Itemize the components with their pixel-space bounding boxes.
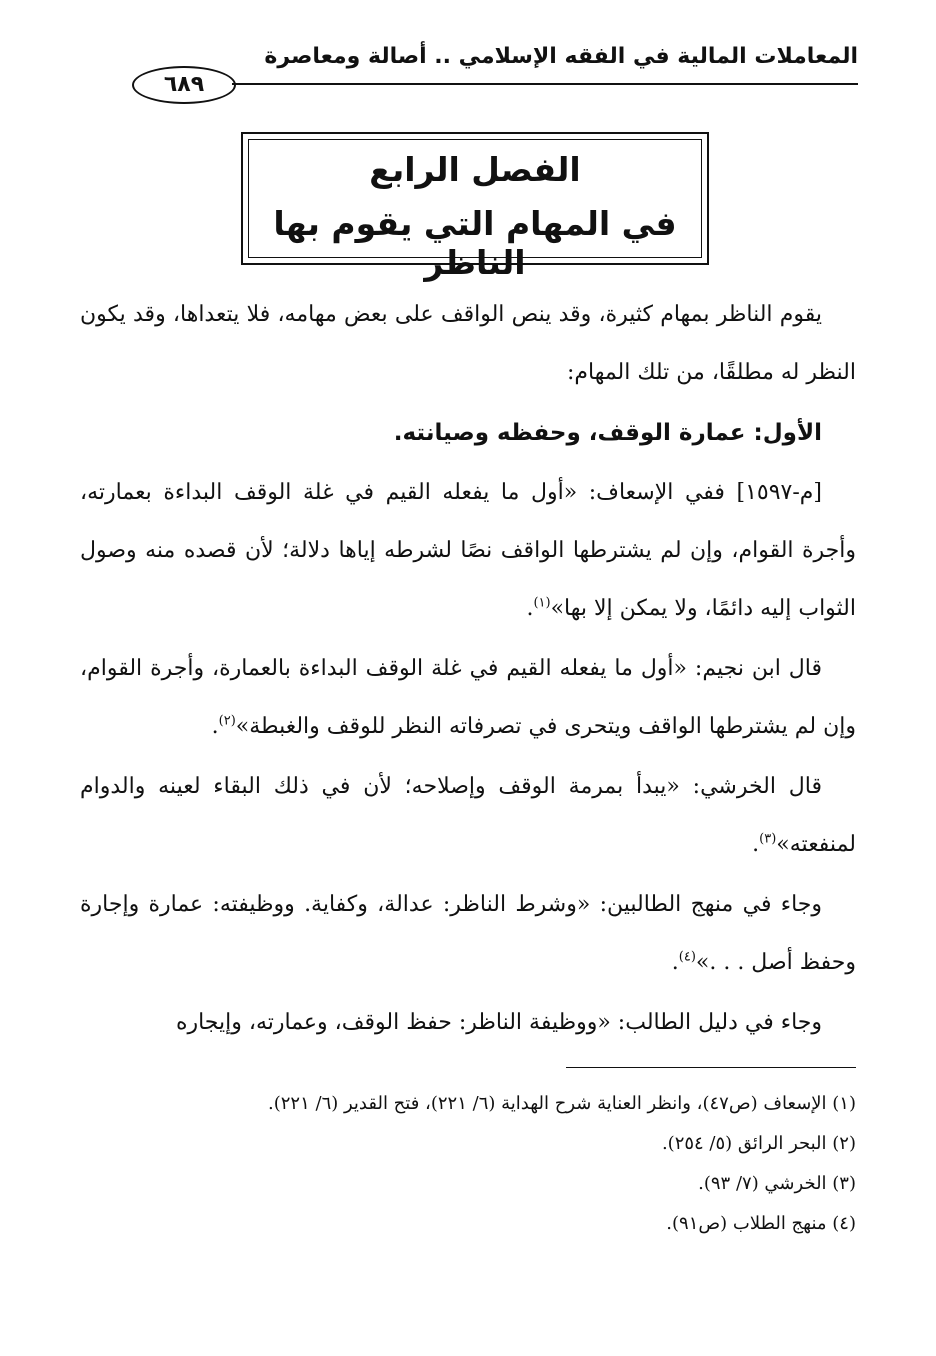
running-header-title: المعاملات المالية في الفقه الإسلامي .. أصالة ومعاصرة bbox=[264, 44, 858, 69]
footnote-item: (٢) البحر الرائق (٥/ ٢٥٤). bbox=[661, 1133, 856, 1154]
paragraph-text: يقوم الناظر بمهام كثيرة، وقد ينص الواقف على بعض مهامه، فلا يتعداها، وقد يكون النظر له مطلقًا، من تلك المهام: bbox=[80, 302, 856, 385]
body-text bbox=[80, 286, 856, 1054]
footnote-item: (٤) منهج الطلاب (ص٩١). bbox=[666, 1213, 856, 1234]
footnote-item: (٣) الخرشي (٧/ ٩٣). bbox=[698, 1173, 856, 1194]
paragraph-isaaf-quote: [م-١٥٩٧] ففي الإسعاف: «أول ما يفعله القيم في غلة الوقف البداءة بعمارته، وأجرة القوام، وإن لم يشترطها الواقف نصًا لشرطه إياها دلالة؛ لأن قصده منه وصول الثواب إليه دائمًا، ولا يمكن إلا بها»$^{(١)}$. bbox=[80, 480, 856, 621]
page-number: ٦٨٩ bbox=[132, 66, 236, 104]
paragraph-text: وجاء في دليل الطالب: «ووظيفة الناظر: حفظ الوقف، وعمارته، وإيجاره bbox=[175, 1010, 822, 1035]
paragraph-text: قال الخرشي: «يبدأ بمرمة الوقف وإصلاحه؛ لأن في ذلك البقاء لعينه والدوام لمنفعته» bbox=[80, 774, 856, 857]
chapter-title-box bbox=[241, 132, 709, 282]
paragraph-minhaj-quote: وجاء في منهج الطالبين: «وشرط الناظر: عدالة، وكفاية. ووظيفته: عمارة وإجارة وحفظ أصل . . .»$^{(٤)}$. bbox=[80, 892, 856, 975]
footnote-separator bbox=[566, 1067, 856, 1068]
paragraph-dalil-quote bbox=[80, 994, 856, 1052]
footnote-ref[interactable]: (١) bbox=[533, 595, 551, 611]
paragraph-khurashi-quote: قال الخرشي: «يبدأ بمرمة الوقف وإصلاحه؛ لأن في ذلك البقاء لعينه والدوام لمنفعته»$^{(٣)}$. bbox=[80, 774, 856, 857]
chapter-number: الفصل الرابع bbox=[369, 150, 581, 189]
footnote-ref[interactable]: (٣) bbox=[759, 831, 777, 847]
chapter-title: في المهام التي يقوم بها الناظر bbox=[273, 204, 677, 282]
footnote-ref[interactable]: (٢) bbox=[218, 713, 236, 729]
paragraph-text: قال ابن نجيم: «أول ما يفعله القيم في غلة الوقف البداءة بالعمارة، وأجرة القوام، وإن لم يشترطها الواقف ويتحرى في تصرفاته النظر للوقف والغبطة» bbox=[80, 656, 856, 739]
footnote-item: (١) الإسعاف (ص٤٧)، وانظر العناية شرح الهداية (٦/ ٢٢١)، فتح القدير (٦/ ٢٢١). bbox=[268, 1093, 856, 1114]
paragraph-text: الأول: عمارة الوقف، وحفظه وصيانته. bbox=[393, 420, 822, 446]
paragraph-intro bbox=[80, 286, 856, 402]
paragraph-ibn-nujaim-quote: قال ابن نجيم: «أول ما يفعله القيم في غلة الوقف البداءة بالعمارة، وأجرة القوام، وإن لم يشترطها الواقف ويتحرى في تصرفاته النظر للوقف والغبطة»$^{(٢)}$. bbox=[80, 656, 856, 739]
paragraph-text: وجاء في منهج الطالبين: «وشرط الناظر: عدالة، وكفاية. ووظيفته: عمارة وإجارة وحفظ أصل . . .» bbox=[80, 892, 856, 975]
header-rule bbox=[232, 83, 858, 85]
footnote-ref[interactable]: (٤) bbox=[678, 949, 696, 965]
footnotes bbox=[80, 1084, 856, 1244]
section-heading-first-task bbox=[80, 404, 856, 462]
paragraph-text: [م-١٥٩٧] ففي الإسعاف: «أول ما يفعله القيم في غلة الوقف البداءة بعمارته، وأجرة القوام، وإن لم يشترطها الواقف نصًا لشرطه إياها دلالة؛ لأن قصده منه وصول الثواب إليه دائمًا، ولا يمكن إلا بها» bbox=[80, 480, 856, 621]
